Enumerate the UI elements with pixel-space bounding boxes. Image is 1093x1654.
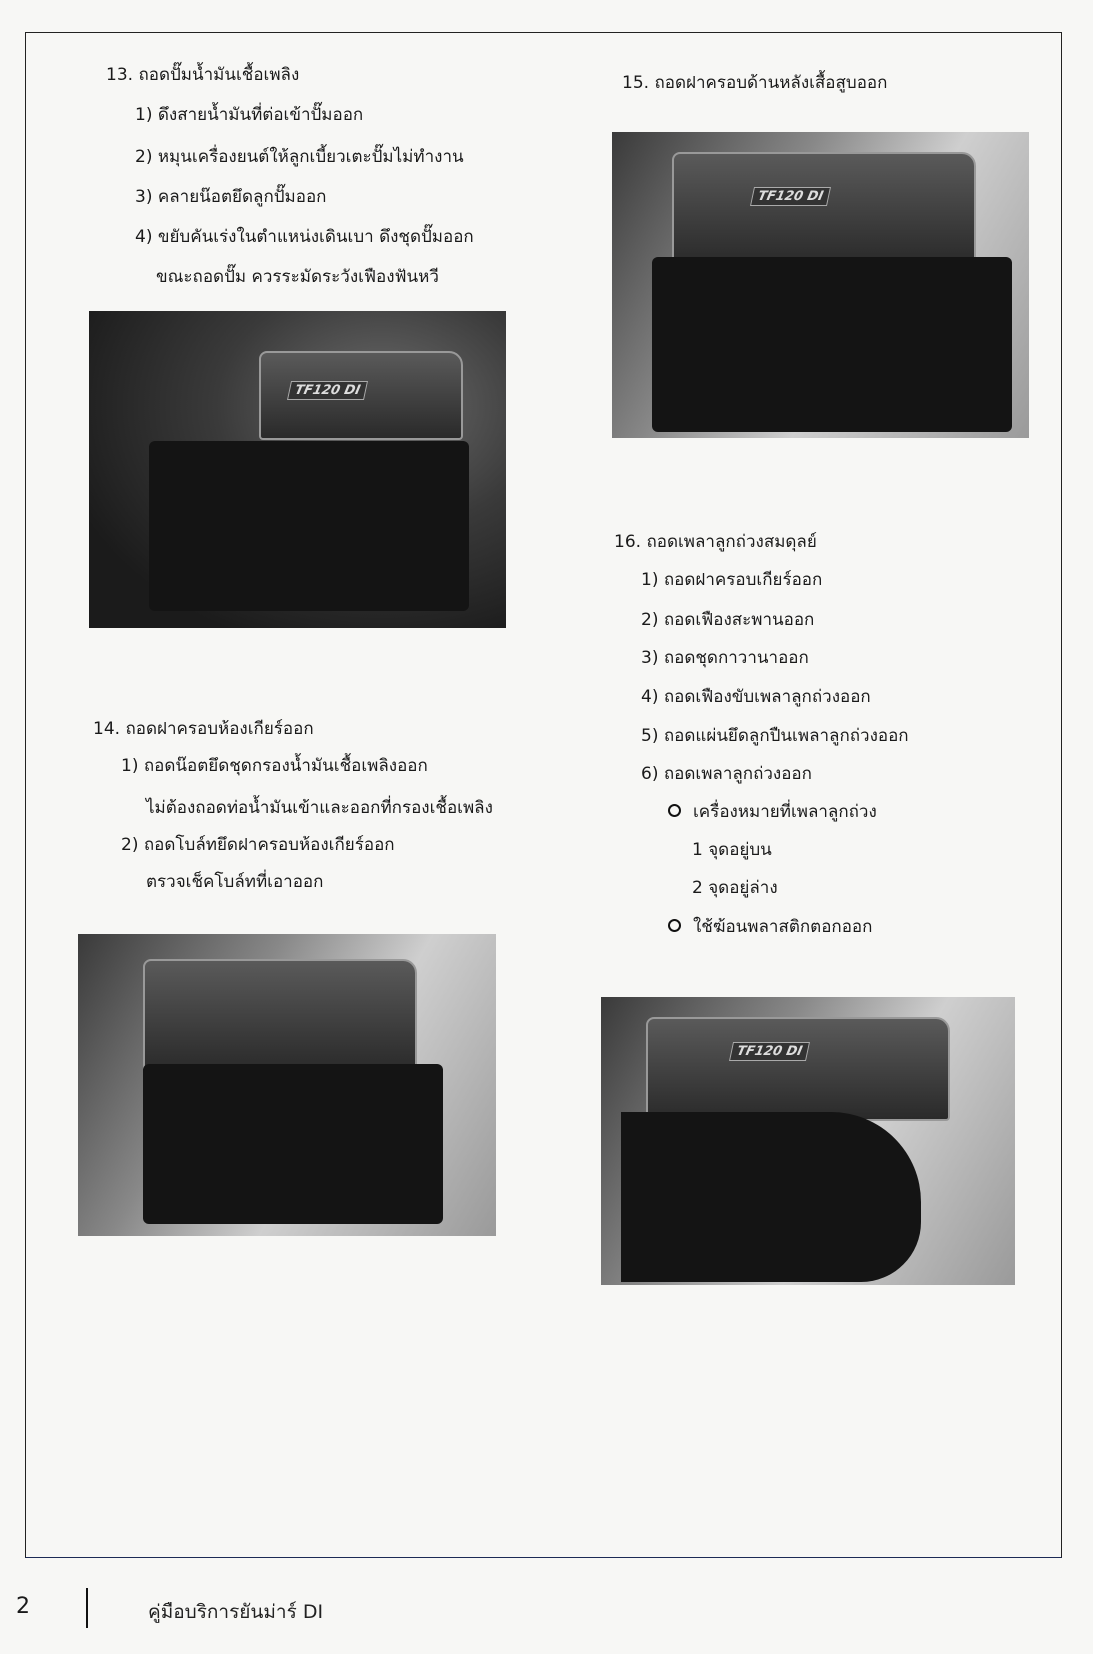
photo-balance-shaft-removal [601,997,1015,1285]
engine-model-label: TF120 DI [287,381,368,400]
section-16-title: 16. ถอดเพลาลูกถ่วงสมดุลย์ [614,532,817,552]
page-number: 2 [16,1594,30,1619]
engine-block [149,441,469,611]
engine-block [621,1112,921,1282]
section-13-step-3: 3) คลายน๊อตยึดลูกปั๊มออก [135,187,327,207]
bullet-text: ใช้ฆ้อนพลาสติกตอกออก [693,917,873,937]
section-16-step-1: 1) ถอดฝาครอบเกียร์ออก [641,570,823,590]
engine-model-label: TF120 DI [750,187,831,206]
section-16-step-5: 5) ถอดแผ่นยึดลูกปืนเพลาลูกถ่วงออก [641,726,909,746]
engine-model-label: TF120 DI [729,1042,810,1061]
footer-manual-title: คู่มือบริการยันม่าร์ DI [148,1601,324,1623]
section-13-step-4: 4) ขยับคันเร่งในตำแหน่งเดินเบา ดึงชุดปั๊มออก [135,227,474,247]
engine-cover [143,959,417,1073]
photo-rear-cover-removal [612,132,1029,438]
engine-block [143,1064,443,1224]
section-13-step-2: 2) หมุนเครื่องยนต์ให้ลูกเบี้ยวเตะปั๊มไม่ทำงาน [135,147,464,167]
bullet-text: เครื่องหมายที่เพลาลูกถ่วง [693,802,877,822]
section-14-step-1: 1) ถอดน๊อตยึดชุดกรองน้ำมันเชื้อเพลิงออก [121,756,428,776]
photo-fuel-pump-removal [89,311,506,628]
section-16-mark-bottom: 2 จุดอยู่ล่าง [692,878,778,898]
section-13-title: 13. ถอดปั๊มน้ำมันเชื้อเพลิง [106,65,300,85]
section-16-step-2: 2) ถอดเฟืองสะพานออก [641,610,815,630]
engine-cover [646,1017,950,1121]
bullet-circle-icon [668,804,681,817]
footer-divider [86,1588,88,1628]
bullet-circle-icon [668,919,681,932]
engine-block [652,257,1012,432]
section-13-note: ขณะถอดปั๊ม ควรระมัดระวังเฟืองฟันหวี [156,267,439,287]
section-14-title: 14. ถอดฝาครอบห้องเกียร์ออก [93,719,314,739]
section-15-title: 15. ถอดฝาครอบด้านหลังเสื้อสูบออก [622,73,888,93]
photo-gear-cover-removal [78,934,496,1236]
section-16-step-4: 4) ถอดเฟืองขับเพลาลูกถ่วงออก [641,687,871,707]
engine-cover [672,152,976,266]
section-13-step-1: 1) ดึงสายน้ำมันที่ต่อเข้าปั๊มออก [135,105,364,125]
section-14-step-1-note: ไม่ต้องถอดท่อน้ำมันเข้าและออกที่กรองเชื้อเพลิง [146,798,493,818]
section-14-step-2-note: ตรวจเช็คโบล์ทที่เอาออก [146,872,324,892]
section-16-mark-top: 1 จุดอยู่บน [692,840,772,860]
section-16-bullet-2 [668,916,872,938]
section-16-step-6: 6) ถอดเพลาลูกถ่วงออก [641,764,812,784]
section-16-bullet-1 [668,801,877,823]
section-16-step-3: 3) ถอดชุดกาวานาออก [641,648,809,668]
section-14-step-2: 2) ถอดโบล์ทยึดฝาครอบห้องเกียร์ออก [121,835,395,855]
